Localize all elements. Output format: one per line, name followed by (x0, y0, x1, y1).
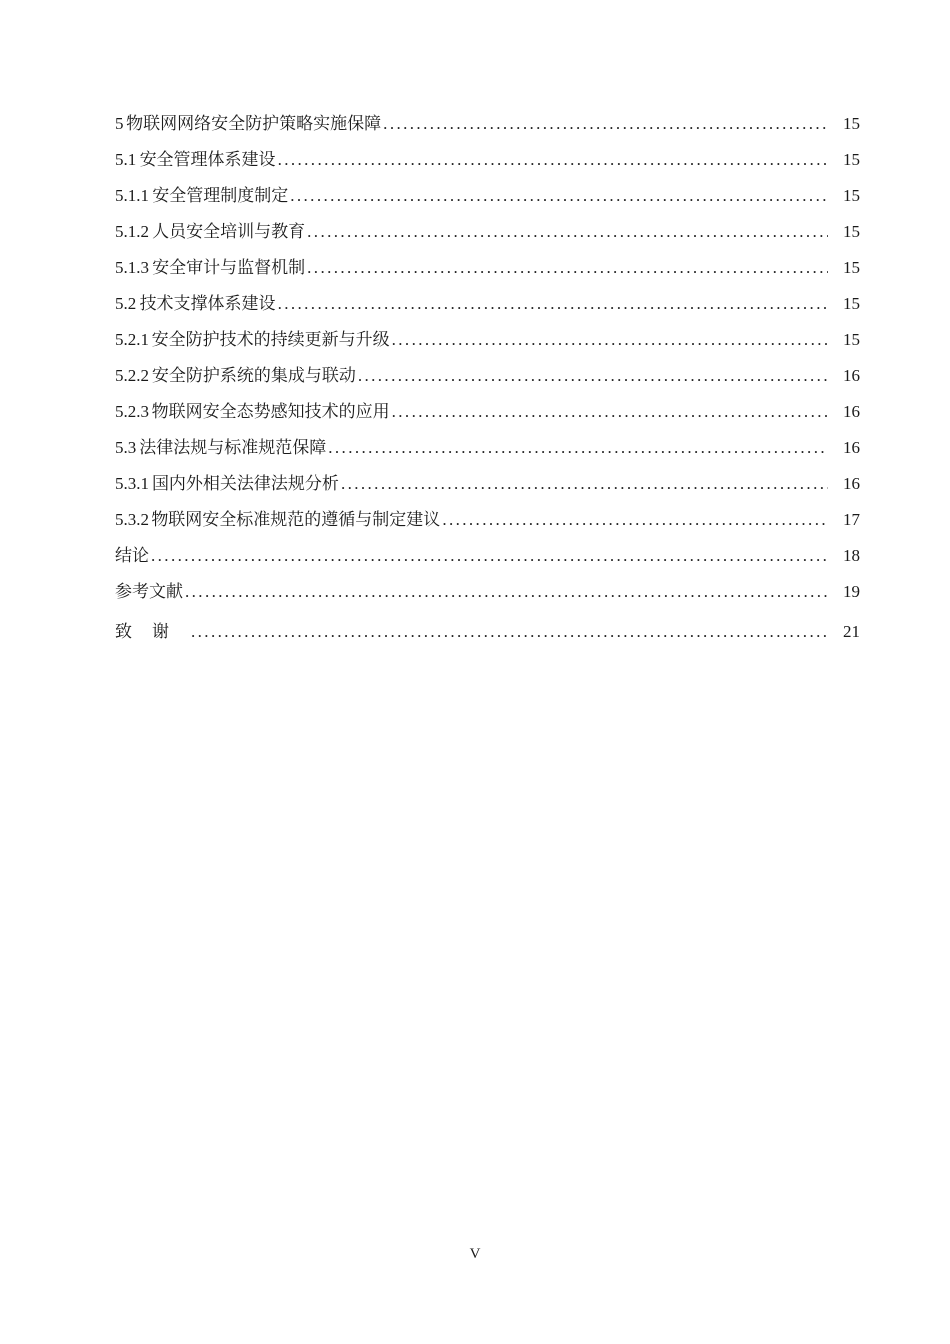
toc-entry[interactable] (115, 322, 860, 358)
toc-entry[interactable] (115, 142, 860, 178)
toc-entry[interactable] (115, 178, 860, 214)
toc-entry-page: 21 (843, 622, 860, 641)
toc-entry[interactable] (115, 502, 860, 538)
toc-entry-title: 致谢 (115, 622, 189, 641)
toc-entry-title: 物联网网络安全防护策略实施保障 (126, 114, 382, 133)
toc-entry-title: 安全防护系统的集成与联动 (151, 366, 356, 385)
toc-entry-page: 16 (843, 474, 860, 493)
toc-entry[interactable] (115, 394, 860, 430)
dot-leader (151, 538, 828, 574)
toc-entry-number: 5.3.1 (115, 474, 149, 493)
toc-entry-page: 16 (843, 402, 860, 421)
toc-entry-page: 15 (843, 222, 860, 241)
toc-entry-number: 5.1.2 (115, 222, 149, 241)
toc-entry-page: 16 (843, 438, 860, 457)
toc-entry-title: 参考文献 (115, 582, 183, 601)
toc-entry-number: 5.1 (115, 150, 137, 169)
toc-entry[interactable] (115, 430, 860, 466)
toc-entry[interactable] (115, 250, 860, 286)
toc-entry-title: 物联网安全态势感知技术的应用 (151, 402, 390, 421)
toc-entry-page: 16 (843, 366, 860, 385)
toc-entry-title: 技术支撑体系建设 (139, 294, 276, 313)
dot-leader (392, 322, 828, 358)
toc-entry-number: 5.1.1 (115, 186, 149, 205)
dot-leader (191, 610, 828, 654)
toc-entry-title: 安全审计与监督机制 (152, 258, 306, 277)
dot-leader (307, 250, 828, 286)
dot-leader (290, 178, 828, 214)
toc-entry-number: 5 (115, 114, 124, 133)
toc-entry-references[interactable] (115, 574, 860, 610)
dot-leader (383, 106, 828, 142)
toc-entry-number: 5.2.2 (115, 366, 149, 385)
dot-leader (392, 394, 828, 430)
dot-leader (341, 466, 828, 502)
dot-leader (358, 358, 828, 394)
toc-entry-title: 国内外相关法律法规分析 (151, 474, 339, 493)
toc-entry-title: 物联网安全标准规范的遵循与制定建议 (151, 510, 441, 529)
toc-entry-page: 17 (843, 510, 860, 529)
toc-entry-title: 人员安全培训与教育 (152, 222, 306, 241)
toc-entry-number: 5.1.3 (115, 258, 149, 277)
dot-leader (278, 286, 828, 322)
toc-entry-page: 19 (843, 582, 860, 601)
toc-entry-page: 18 (843, 546, 860, 565)
toc-entry[interactable] (115, 358, 860, 394)
toc-entry-number: 5.2.3 (115, 402, 149, 421)
toc-entry-number: 5.3.2 (115, 510, 149, 529)
toc-entry-number: 5.2.1 (115, 330, 149, 349)
dot-leader (278, 142, 828, 178)
table-of-contents (115, 106, 860, 650)
dot-leader (307, 214, 828, 250)
toc-entry-number: 5.3 (115, 438, 137, 457)
page-number: V (469, 1246, 481, 1262)
toc-entry-page: 15 (843, 150, 860, 169)
toc-entry-title: 结论 (115, 546, 149, 565)
toc-entry-page: 15 (843, 114, 860, 133)
toc-entry-title: 安全管理体系建设 (139, 150, 276, 169)
toc-entry-title: 法律法规与标准规范保障 (139, 438, 327, 457)
toc-entry-acknowledgements[interactable] (115, 610, 860, 650)
dot-leader (328, 430, 828, 466)
toc-entry-page: 15 (843, 330, 860, 349)
dot-leader (442, 502, 828, 538)
toc-entry-number: 5.2 (115, 294, 137, 313)
toc-entry[interactable] (115, 286, 860, 322)
toc-entry-title: 安全防护技术的持续更新与升级 (151, 330, 390, 349)
toc-entry[interactable] (115, 106, 860, 142)
toc-entry-page: 15 (843, 186, 860, 205)
dot-leader (185, 574, 828, 610)
toc-entry-title: 安全管理制度制定 (152, 186, 289, 205)
toc-entry-conclusion[interactable] (115, 538, 860, 574)
toc-entry-page: 15 (843, 258, 860, 277)
toc-entry[interactable] (115, 466, 860, 502)
toc-entry-page: 15 (843, 294, 860, 313)
toc-entry[interactable] (115, 214, 860, 250)
